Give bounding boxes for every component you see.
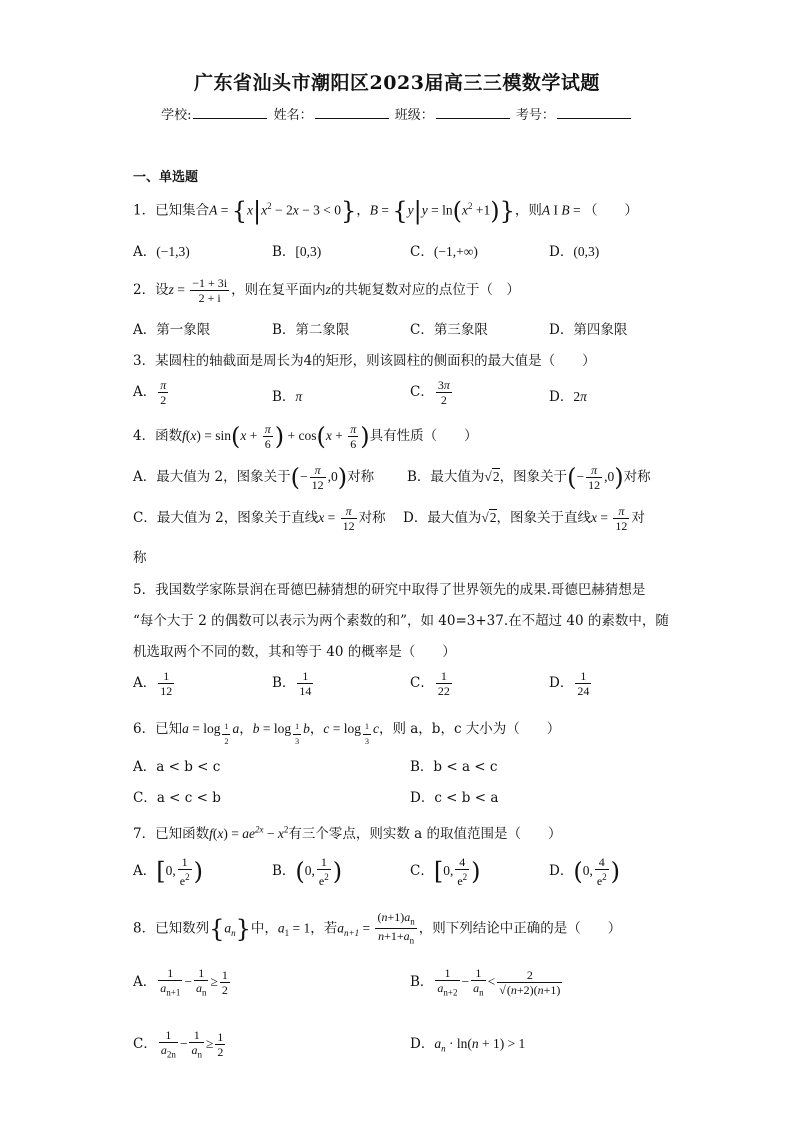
q5-option-b[interactable]: B． $\frac{1}{14}$ (272, 669, 312, 698)
question-5-line-3: 机选取两个不同的数，其和等于 40 的概率是（ ） (133, 644, 456, 660)
q4-option-b[interactable]: B．最大值为√2，图象关于(− $\frac{\pi}{12}$ ,0)对称 (407, 463, 651, 492)
q1-option-a[interactable]: A．(−1,3) (133, 244, 190, 260)
q3-option-d[interactable]: D．2π (549, 389, 587, 405)
name-label: 姓名： (273, 108, 313, 123)
q8-option-d[interactable]: D．$a_n \cdot \ln(n + 1) > 1$ (410, 1036, 526, 1054)
question-4-stem: 4．函数f(x) = sin(x + $\frac{\pi}{6}$ ) + cos(x + $\frac{\pi}{6}$ )具有性质（ ） (133, 422, 478, 451)
q8-option-c[interactable]: C． $\frac{1}{a_{2n}}$ − $\frac{1}{a_n}$ ≥ $\frac{1}{2}$ (133, 1028, 224, 1060)
q7-option-b[interactable]: B．(0, $\frac{1}{e^2}$ ) (272, 855, 343, 888)
question-7-stem: 7．已知函数$f(x) = ae^{2x} - x^2$有三个零点，则实数 a 的取值范围是（ ） (133, 824, 562, 842)
question-1-stem: 1．已知集合$A = \{x|x^2 - 2x - 3 < 0\}$，$B = \{y|y = \ln(x^2 +1)\}$，则A I B = （ ） (133, 197, 639, 225)
q7-option-c[interactable]: C．[0, $\frac{4}{e^2}$ ) (410, 855, 481, 888)
q7-option-d[interactable]: D．(0, $\frac{4}{e^2}$ ) (549, 855, 621, 888)
q1-text-post: ，则 (514, 202, 542, 219)
q1-text: 1．已知集合 (133, 202, 210, 219)
q6-option-b[interactable]: B．b < a < c (410, 759, 498, 775)
question-6-stem: 6．已知a = log $_{\frac{1}{2}}$ a，b = log $_{\frac{1}{3}}$ b，c = log $_{\frac{1}{3}}$ c，则 a，b，c 大小为（ ） (133, 721, 561, 746)
q5-option-a[interactable]: A． $\frac{1}{12}$ (133, 669, 173, 698)
q5-option-c[interactable]: C． $\frac{1}{22}$ (410, 669, 450, 698)
page-title: 广东省汕头市潮阳区2023届高三三模数学试题 (194, 72, 600, 94)
question-2-stem: 2．设z = $\frac{-1 + 3i}{2 + i}$ ，则在复平面内z的共轭复数对应的点位于（ ） (133, 276, 520, 305)
name-blank[interactable] (315, 106, 389, 119)
school-blank[interactable] (193, 106, 267, 119)
q3-option-b[interactable]: B．π (272, 389, 303, 405)
question-8-stem: 8．已知数列$\{a_n\}$中，$a_1 = 1$，若$a_{n+1}$ = $\frac{(n+1)a_n}{n+1+a_n}$ ，则下列结论中正确的是（ ） (133, 910, 622, 946)
q1-option-b[interactable]: B．[0,3) (272, 244, 322, 260)
question-5-line-1: 5．我国数学家陈景润在哥德巴赫猜想的研究中取得了世界领先的成果.哥德巴赫猜想是 (133, 582, 646, 598)
q2-fraction: $\frac{-1 + 3i}{2 + i}$ (192, 276, 228, 305)
q7-option-a[interactable]: A．[0, $\frac{1}{e^2}$ ) (133, 855, 203, 888)
q2-option-a[interactable]: A．第一象限 (133, 322, 211, 338)
q8-option-a[interactable]: A． $\frac{1}{a_{n+1}}$ − $\frac{1}{a_n}$ ≥ $\frac{1}{2}$ (133, 966, 228, 998)
q4-wrap-text: 称 (133, 550, 147, 566)
q1-bracket: （ ） (584, 202, 639, 219)
q3-option-a[interactable]: A． $\frac{\pi}{2}$ (133, 378, 167, 407)
question-5-line-2: “每个大于 2 的偶数可以表示为两个素数的和”，如 40=3+37.在不超过 40 的素数中，随 (133, 613, 669, 629)
q5-option-d[interactable]: D． $\frac{1}{24}$ (549, 669, 590, 698)
q6-option-d[interactable]: D．c < b < a (410, 790, 499, 806)
class-label: 班级： (394, 108, 434, 123)
school-label: 学校: (161, 108, 192, 123)
q6-option-a[interactable]: A．a < b < c (133, 759, 221, 775)
q3-option-c[interactable]: C． $\frac{3\pi}{2}$ (410, 378, 450, 407)
q1-option-c[interactable]: C．(−1,+∞) (410, 244, 478, 260)
q4-option-c[interactable]: C．最大值为 2，图象关于直线x = $\frac{\pi}{12}$ 对称 (133, 504, 386, 533)
student-info-line (0, 104, 794, 123)
exam-no-blank[interactable] (557, 106, 631, 119)
q2-option-b[interactable]: B．第二象限 (272, 322, 350, 338)
q2-option-d[interactable]: D．第四象限 (549, 322, 628, 338)
q8-option-b[interactable]: B． $\frac{1}{a_{n+2}}$ − $\frac{1}{a_n}$ < $\frac{2}{√(n+2)(n+1)}$ (410, 966, 561, 998)
q4-option-a[interactable]: A．最大值为 2，图象关于(− $\frac{\pi}{12}$ ,0)对称 (133, 463, 375, 492)
exam-no-label: 考号： (515, 108, 555, 123)
section-title: 一、单选题 (133, 170, 199, 185)
q2-option-c[interactable]: C．第三象限 (410, 322, 488, 338)
q1-option-d[interactable]: D．(0,3) (549, 244, 600, 260)
question-3-stem: 3．某圆柱的轴截面是周长为4的矩形，则该圆柱的侧面积的最大值是（ ） (133, 353, 596, 369)
q6-option-c[interactable]: C．a < c < b (133, 790, 221, 806)
q4-option-d[interactable]: D．最大值为√2，图象关于直线x = $\frac{\pi}{12}$ 对 (403, 504, 645, 533)
class-blank[interactable] (436, 106, 510, 119)
